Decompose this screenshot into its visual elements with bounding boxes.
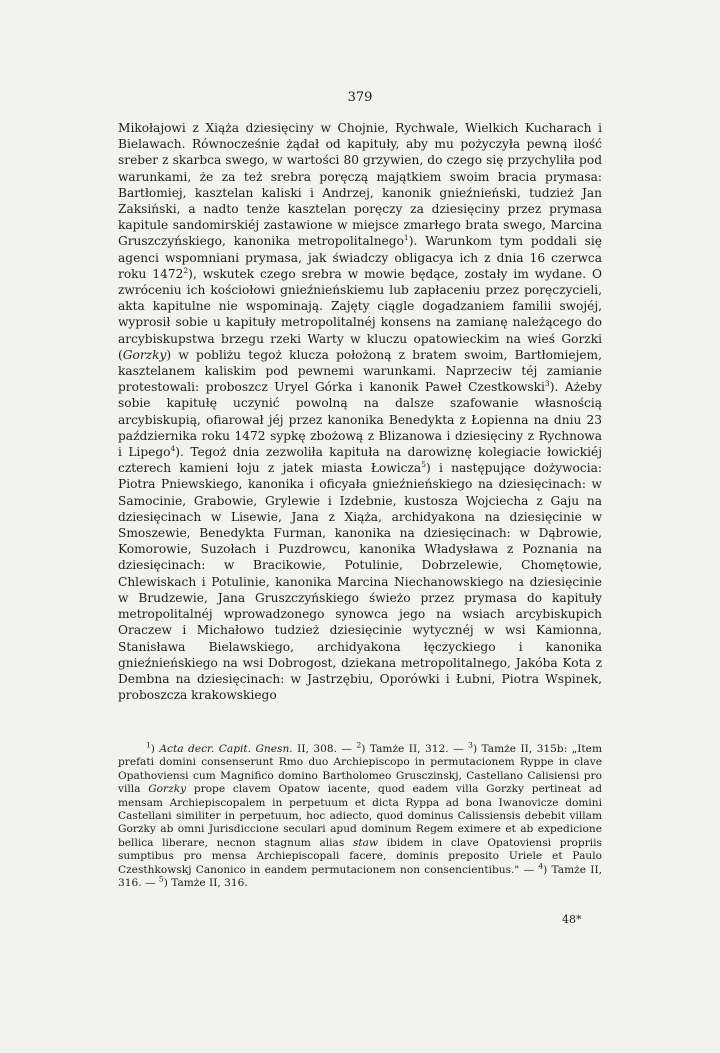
body-text [118,120,602,703]
italic-term: staw [352,836,379,849]
text-run: ) i następujące dożywocia: Piotra Pniewskiego, kanonika i oficyała gnieźnieńskiego na dziesięcinach: w Samocinie, Grabowie, Grylewie i Izdebnie, kustosza Wojciecha z Gaju na dziesięcinach w Lisewie, Jana z Xiąża, archidyakona na dziesięcinie w Smoszewie, Benedykta Furman, kanonika na dziesięcinach: w Dąbrowie, Komorowie, Suzołach i Puzdrowcu, kanonika Władysława z Poznania na dziesięcinach: w Bracikowie, Potulinie, Dobrzelewie, Chomętowie, Chlewiskach i Potulinie, kanonika Marcina Niechanowskiego na dziesięcinie w Brudzewie, Jana Gruszczyńskiego świeżo przez prymasa do kapituły metropolitalnéj wprowadzonego synowca jego na wsiach arcybiskupich Oraczew i Michałowo tudzież dziesięcinie wytycznéj w wsi Kamionna, Stanisława Bielawskiego, archidyakona łęczyckiego i kanonika gnieźnieńskiego na wsi Dobrogost, dziekana metropolitalnego, Jakóba Kota z Dembna na dziesięcinach: w Jastrzębiu, Oporówki i Łubni, Piotra Wspinek, proboszcza krakowskiego [118,461,602,703]
text-run: ). Tegoż dnia zezwoliła kapituła na darowiznę kolegiacie łowickiéj czterech kamieni łoju z jatek miasta Łowicza [118,445,603,476]
source-title: Acta decr. Capit. Gnesn. [159,743,293,755]
text-run: ) Tamże II, 312. — [361,743,469,755]
text-run: ). Warunkom tym poddali się agenci wspomniani prymasa, jak świadczy obligacya ich z dnia 16 czerwca roku 1472 [118,234,603,281]
footnote-ref[interactable]: 3 [544,379,550,389]
footnote-marker: 3 [468,740,473,750]
text-run: ibidem in clave Opatoviensi propriis sumptibus pro mensa Archiepiscopali facere, dominis preposito Uriele et Paulo Czesthkowskj Canonico in eandem permutacionem non consencientibus." — [118,836,602,876]
italic-term: Gorzky [122,347,167,362]
signature-mark: 48* [562,913,582,926]
footnote-marker: 1 [146,740,151,750]
text-run: ), wskutek czego srebra w mowie będące, zostały im wydane. O zwróceniu ich kościołowi gnieźnieńskiemu lub zapłaceniu przez poręczycieli, akta kapitulne nie wspominają. Zajęty ciągle dogadzaniem familii swojéj, wyprosił sobie u kapituły metropolitalnéj konsens na zamianę należącego do arcybiskupstwa brzegu rzeki Warty w kluczu opatowieckim na wieś Gorzki ( [118,266,602,362]
main-paragraph [118,120,602,703]
footnote-paragraph [118,740,603,890]
text-run: ). Ażeby sobie kapitułę uczynić powolną na dalsze szafowanie własnością arcybiskupią, ofiarował jéj przez kanonika Benedykta z Łopienna na dniu 23 października roku 1472 sypkę zbożową z Blizanowa i dziesięciny z Rychnowa i Lipego [118,380,603,460]
footnotes [118,740,603,890]
text-run: ) [150,743,160,755]
text-run: ) Tamże II, 316. — [118,863,603,890]
text-run: prope clavem Opatow iacente, quod eadem villa Gorzky pertineat ad mensam Archiepiscopalem in perpetuum et dicta Ryppa ad bona Iwanovicze domini Castellani similiter in perpetuum, hoc adiecto, quod dominus Calissiensis debebit villam Gorzky ab omni Jurisdiccione seculari apud dominum Regem eximere et ab expedicione bellica liberare, necnon stagnum alias [118,783,602,849]
text-run: Mikołajowi z Xiąża dziesięciny w Chojnie, Rychwale, Wielkich Kucharach i Bielawach. Równocześnie żądał od kapituły, aby mu pożyczyła pewną ilość sreber z skarbca swego, w wartości 80 grzywien, do czego się przychyliła pod warunkami, że za też srebra poręczą majątkiem swoim bracia prymasa: Bartłomiej, kasztelan kaliski i Andrzej, kanonik gnieźnieński, tudzież Jan Zaksiński, a nadto tenże kasztelan poręczy za dziesięciny przez prymasa kapitule sandomirskiéj zastawione w miejsce zmarłego brata swego, Marcina Gruszczyńskiego, kanonika metropolitalnego [118,121,602,249]
text-run: II, 308. — [292,743,357,755]
text-run: ) Tamże II, 316. [163,877,248,890]
footnote-ref[interactable]: 5 [421,460,426,470]
footnote-marker: 2 [356,740,362,750]
footnote-marker: 4 [538,861,544,871]
italic-term: Gorzky [148,783,187,796]
text-run: ) Tamże II, 315b: „Item prefati domini consenserunt Rmo duo Archiepiscopo in permutacionem Ryppe in clave Opathoviensi cum Magnifico domino Bartholomeo Grusczinskj, Castellano Calisiensi pro villa [118,743,602,796]
page-number: 379 [347,90,373,105]
footnote-ref[interactable]: 4 [170,444,176,453]
footnote-marker: 5 [158,874,164,884]
footnote-ref[interactable]: 2 [183,265,189,275]
footnote-ref[interactable]: 1 [403,233,409,243]
text-run: ) w pobliżu tegoż klucza położoną z bratem swoim, Bartłomiejem, kasztelanem kaliskim pod pewnemi warunkami. Naprzeciw téj zamianie protestowali: proboszcz Uryel Górka i kanonik Paweł Czestkowski [118,347,602,395]
